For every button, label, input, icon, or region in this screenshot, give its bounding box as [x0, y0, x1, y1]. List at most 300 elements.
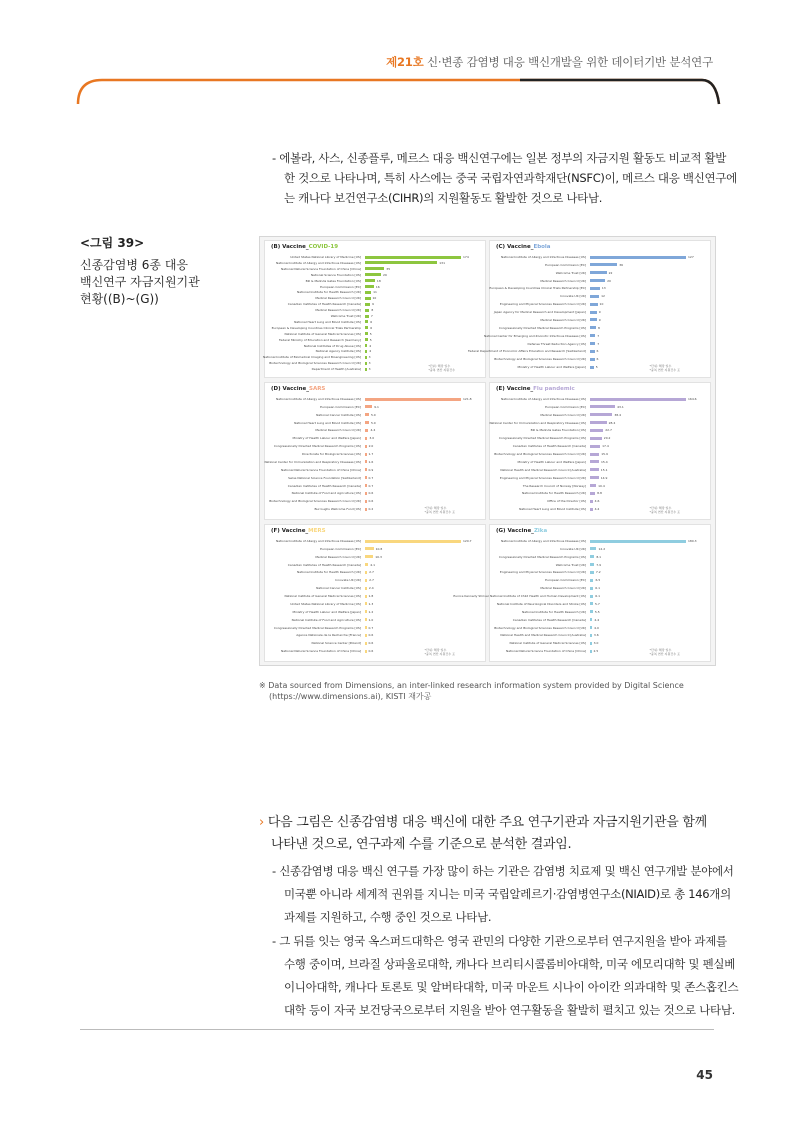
data-bar [590, 508, 593, 511]
panel-note-line: *단위: 해당 일수 [649, 364, 672, 368]
row-label: National Heart Lung and Blood Institute [US] [519, 507, 586, 512]
data-bar [365, 634, 367, 637]
source-line: ※ Data sourced from Dimensions, an inter-linked research information system provided by Digital Science [259, 681, 684, 690]
source-note [259, 680, 684, 702]
row-label: Congressionally Directed Medical Research Programs [US] [498, 436, 586, 441]
panel-title [271, 244, 338, 250]
data-bar [590, 413, 612, 416]
data-bar [365, 413, 369, 416]
panel-note [650, 364, 680, 372]
row-value: 5 [595, 365, 598, 370]
intro-line: 는 캐나다 보건연구소(CIHR)의 지원활동도 활발한 것으로 나타남. [284, 191, 603, 205]
row-label: National Institute of Neurological Disorders and Stroke [US] [496, 601, 586, 606]
panel-title [271, 386, 325, 392]
row-label: Innovate UK [UK] [335, 578, 361, 583]
row-value: 5 [369, 337, 372, 342]
row-label: National Cancer Institute [US] [316, 412, 361, 417]
data-bar [365, 595, 367, 598]
arrow-icon: › [259, 815, 264, 830]
row-label: Medical Research Council [UK] [315, 308, 361, 313]
panel-title-disease: Flu pandemic [533, 386, 575, 392]
panel-note-line: *중복 연산 지원건수 포 [649, 652, 680, 656]
data-bar [590, 626, 592, 629]
row-label: Agence Nationale de la Recherche [France] [296, 633, 361, 638]
data-bar [590, 453, 599, 456]
data-bar [365, 453, 367, 456]
row-value: 43.1 [617, 404, 624, 409]
data-bar [590, 358, 595, 361]
row-label: Engineering and Physical Sciences Research Council [UK] [499, 475, 586, 480]
row-label: National Heart Lung and Blood Institute [US] [294, 319, 361, 324]
row-value: 2.7 [369, 578, 374, 583]
row-label: National Heart Lung and Blood Institute [US] [294, 420, 361, 425]
issue-number: 제21호 [386, 55, 424, 69]
row-value: 6 [596, 357, 599, 362]
row-label: Eunice Kennedy Shriver National Institute of Child Health and Human Development [US] [453, 594, 586, 599]
row-label: Medical Research Council [UK] [540, 586, 586, 591]
panel-title-prefix: (B) Vaccine_ [271, 244, 309, 250]
summary-bullet-2 [272, 930, 738, 1022]
row-value: 14.9 [600, 475, 608, 480]
row-value: 6 [370, 325, 373, 330]
row-value: 127 [688, 255, 694, 259]
row-value: 2.4 [368, 586, 374, 591]
row-label: Congressionally Directed Medical Research Programs [US] [498, 554, 586, 559]
row-value: 0.2 [368, 507, 374, 512]
data-bar [590, 342, 595, 345]
row-value: 8 [598, 325, 600, 330]
data-bar [590, 460, 599, 463]
panel-note-line: *단위: 해당 일수 [424, 648, 447, 652]
data-bar [365, 350, 367, 353]
row-value: 7.9 [596, 562, 601, 567]
row-value: 4.4 [594, 617, 600, 622]
data-bar [365, 326, 368, 329]
data-bar [365, 362, 367, 365]
data-bar [590, 350, 595, 353]
panel-title-disease: COVID-19 [308, 244, 339, 250]
data-bar [365, 460, 367, 463]
source-line: (https://www.dimensions.ai), KISTI 재가공 [269, 692, 432, 701]
data-bar [365, 642, 367, 645]
panel-note-line: *중복 연산 지원건수 포 [424, 510, 455, 514]
data-bar [365, 261, 437, 264]
row-label: Ministry of Health Labour and Welfare [Japan] [292, 436, 361, 441]
row-label: Burroughs Wellcome Fund [US] [314, 507, 361, 512]
data-bar [590, 555, 594, 558]
row-value: 7 [597, 333, 600, 338]
row-value: 10 [372, 296, 377, 301]
row-label: Canadian Institutes of Health Research [Canada] [512, 617, 586, 622]
row-label: National Institute of Allergy and Infectious Diseases [US] [500, 255, 586, 259]
row-value: 38.4 [614, 412, 622, 417]
row-value: 1.8 [368, 594, 374, 599]
row-label: Federal Department of Economic Affairs Education and Research [Switzerland] [467, 349, 586, 354]
funding-figure [259, 236, 716, 666]
row-value: 0.6 [368, 649, 374, 654]
data-bar [365, 555, 373, 558]
row-value: 1.3 [368, 601, 374, 606]
row-label: European Commission [EC] [320, 404, 361, 409]
data-bar [590, 311, 597, 314]
data-bar [365, 500, 367, 503]
row-label: National Institutes of Drug Abuse [US] [303, 343, 361, 348]
row-label: Medical Research Council [UK] [315, 428, 361, 433]
data-bar [365, 421, 369, 424]
data-bar [365, 508, 367, 511]
row-value: 4.4 [370, 428, 376, 433]
data-bar [365, 368, 367, 371]
panel-note-line: *단위: 해당 일수 [428, 364, 451, 368]
data-bar [590, 303, 598, 306]
row-value: 5.7 [595, 601, 600, 606]
row-value: 7.2 [595, 570, 601, 575]
data-bar [590, 437, 602, 440]
row-value: 4 [369, 343, 372, 348]
data-bar [590, 547, 596, 550]
row-label: Biotechnology and Biological Sciences Research Council [UK] [269, 361, 361, 366]
row-label: National Institute of Allergy and Infectious Diseases [US] [500, 397, 586, 401]
row-value: 1.6 [368, 459, 374, 464]
row-label: Ministry of Health Labour and Welfare [Japan] [517, 365, 586, 370]
row-label: National Institute for Health Research [UK] [522, 609, 586, 614]
data-bar [590, 405, 615, 408]
data-bar [365, 256, 461, 259]
row-value: 16 [375, 284, 380, 289]
intro-line: - 에볼라, 사스, 신종플루, 메르스 대응 백신연구에는 일본 정부의 자금지원 활동도 비교적 활발 [272, 151, 727, 165]
data-bar [590, 256, 686, 259]
row-label: Bill & Melinda Gates Foundation [US] [530, 428, 586, 433]
row-label: National Natural Science Foundation of China [China] [280, 649, 361, 654]
data-bar [590, 484, 596, 487]
row-label: National Institute of Allergy and Infectious Diseases [US] [275, 260, 361, 265]
data-bar [365, 563, 368, 566]
row-label: National Science Center [Poland] [311, 641, 361, 646]
row-value: 5.0 [370, 412, 376, 417]
row-value: 22 [608, 270, 613, 275]
row-value: 0.6 [368, 491, 374, 496]
row-value: 20 [607, 278, 611, 283]
row-label: National Institute of General Medical Sciences [US] [509, 641, 586, 646]
data-bar [590, 295, 599, 298]
panel-note-line: *단위: 해당 일수 [649, 648, 672, 652]
data-bar [365, 618, 367, 621]
row-label: Innovate UK [UK] [560, 294, 586, 299]
data-bar [365, 320, 368, 323]
row-value: 11 [373, 290, 377, 295]
bullet-line: 이니아대학, 캐나다 토론토 및 알버타대학, 미국 마운트 시나이 아이칸 의과대학 및 존스홉킨스 [284, 980, 739, 994]
row-label: European Commission [EC] [545, 262, 586, 267]
bullet-line: 미국뿐 아니라 세계적 권위를 지니는 미국 국립알레르기·감염병연구소(NIAID)로 총 146개의 [284, 887, 731, 901]
data-bar [365, 468, 367, 471]
data-bar [590, 287, 600, 290]
panel-title-prefix: (F) Vaccine_ [271, 528, 309, 534]
row-label: National Center for Emerging and Zoonotic Infectious Diseases [US] [484, 333, 586, 338]
row-label: Bill & Melinda Gates Foundation [US] [305, 278, 361, 283]
row-value: 5.0 [370, 420, 376, 425]
row-value: 6.1 [595, 594, 601, 599]
bullet-line: 수행 중이며, 브라질 상파울로대학, 캐나다 브리티시콜롬비아대학, 미국 에모리대학 및 펜실베 [284, 957, 736, 971]
panel-title [271, 528, 326, 534]
row-value: 17.4 [602, 444, 609, 449]
row-value: 10.4 [598, 483, 605, 488]
row-label: Canadian Institutes of Health Research [Canada] [512, 444, 586, 449]
data-bar [590, 500, 593, 503]
row-value: 6 [596, 349, 599, 354]
figure-number: <그림 39> [80, 236, 145, 250]
chart-panel-e [489, 382, 711, 520]
chart-panel-b [264, 240, 486, 378]
row-value: 121.8 [463, 397, 472, 401]
row-value: 18 [376, 278, 381, 283]
panel-note-line: *중복 연산 지원건수 포 [649, 510, 680, 514]
summary-heading [259, 812, 707, 856]
row-value: 0.6 [368, 499, 374, 504]
row-value: 1.2 [368, 609, 374, 614]
row-value: 0.7 [368, 625, 374, 630]
row-label: Canadian Institutes of Health Research [Canada] [287, 562, 361, 567]
row-label: Congressionally Directed Medical Research Programs [US] [273, 625, 361, 630]
row-label: National Institute for Health Research [UK] [522, 491, 586, 496]
panel-note [425, 506, 455, 514]
row-value: 0.9 [368, 467, 374, 472]
row-value: 12 [601, 294, 605, 299]
row-label: Congressionally Directed Medical Research Programs [US] [498, 325, 586, 330]
row-label: National Natural Science Foundation of China [China] [280, 467, 361, 472]
summary-heading-line: 나타낸 것으로, 연구과제 수를 기준으로 분석한 결과임. [271, 837, 572, 852]
panel-title-disease: MERS [308, 528, 326, 534]
data-bar [590, 445, 600, 448]
row-label: National Health and Medical Research Council [Australia] [500, 467, 586, 472]
data-bar [365, 650, 367, 653]
chart-panel-f [264, 524, 486, 662]
row-value: 10.8 [375, 546, 383, 551]
row-value: 35 [386, 266, 391, 271]
data-bar [365, 484, 367, 487]
data-bar [365, 267, 384, 270]
row-value: 6.1 [595, 586, 601, 591]
row-value: 120.7 [463, 539, 472, 543]
data-bar [365, 338, 368, 341]
row-label: Office of the Director [US] [547, 499, 586, 504]
row-label: National Institute of Allergy and Infectious Diseases [US] [275, 397, 361, 401]
row-label: National Institute for Health Research [UK] [297, 290, 361, 295]
data-bar [590, 476, 599, 479]
row-label: Canadian Institutes of Health Research [Canada] [287, 483, 361, 488]
summary-heading-line: 다음 그림은 신종감염병 대응 백신에 대한 주요 연구기관과 자금지원기관을 함께 [267, 815, 707, 830]
panel-title-prefix: (C) Vaccine_ [496, 244, 534, 250]
data-bar [365, 571, 367, 574]
data-bar [590, 610, 593, 613]
row-value: 174 [463, 255, 469, 259]
row-value: 3 [368, 367, 371, 372]
row-label: National Institute of Allergy and Infectious Diseases [US] [275, 539, 361, 543]
row-label: Innovate UK [UK] [560, 546, 586, 551]
data-bar [365, 273, 381, 276]
row-label: Engineering and Physical Sciences Research Council [UK] [499, 302, 586, 307]
data-bar [365, 398, 461, 401]
data-bar [590, 326, 596, 329]
series-title: 신·변종 감염병 대응 백신개발을 위한 데이터기반 분석연구 [426, 55, 713, 69]
row-label: Federal Ministry of Education and Research [Germany] [278, 337, 361, 342]
row-value: 22.7 [605, 428, 612, 433]
row-value: 131 [439, 260, 445, 265]
row-value: 0.7 [368, 475, 374, 480]
data-bar [590, 263, 617, 266]
row-label: Biotechnology and Biological Sciences Research Council [UK] [269, 499, 361, 504]
data-bar [365, 492, 367, 495]
header-rule [0, 0, 793, 110]
panel-note-line: *단위: 해당 일수 [649, 506, 672, 510]
row-label: National Center for Immunization and Respiratory Diseases [US] [489, 420, 586, 425]
data-bar [590, 602, 593, 605]
row-label: European Commission [EC] [320, 284, 361, 289]
bullet-line: 대학 등이 자국 보건당국으로부터 지원을 받아 연구활동을 활발히 펼치고 있는 것으로 나타남. [284, 1003, 736, 1017]
row-label: Canadian Institutes of Health Research [Canada] [287, 302, 361, 307]
row-label: Biotechnology and Biological Sciences Research Council [UK] [494, 625, 586, 630]
row-value: 6 [370, 319, 373, 324]
panel-title [496, 528, 547, 534]
row-label: Medical Research Council [UK] [315, 296, 361, 301]
data-bar [365, 315, 369, 318]
data-bar [590, 421, 607, 424]
row-value: 3 [368, 355, 371, 360]
panel-note [650, 648, 680, 656]
row-label: National Health and Medical Research Council [Australia] [500, 633, 586, 638]
data-bar [365, 602, 367, 605]
row-value: 4 [369, 349, 372, 354]
row-value: 12.2 [598, 546, 606, 551]
row-label: Directorate for Biological Sciences [US] [302, 452, 361, 457]
row-value: 0.6 [368, 641, 374, 646]
data-bar [590, 571, 594, 574]
data-bar [365, 445, 367, 448]
data-bar [590, 366, 594, 369]
data-bar [365, 429, 368, 432]
row-value: 4.6 [594, 499, 600, 504]
row-value: 9 [598, 317, 601, 322]
panel-title-prefix: (D) Vaccine_ [271, 386, 309, 392]
row-label: European & Developing Countries Clinical Trials Partnership [271, 325, 361, 330]
row-label: Wellcome Trust [UK] [555, 270, 586, 275]
data-bar [590, 579, 593, 582]
data-bar [590, 618, 592, 621]
row-value: 8.8 [597, 491, 602, 496]
row-label: National Institute of Biomedical Imaging and Bioengineering [US] [262, 355, 361, 360]
row-label: Ministry of Health Labour and Welfare [Japan] [292, 609, 361, 614]
data-bar [365, 547, 374, 550]
data-bar [590, 634, 592, 637]
row-label: National Science Foundation [US] [310, 272, 361, 277]
data-bar [590, 334, 595, 337]
row-value: 9 [371, 302, 374, 307]
panel-title [496, 244, 551, 250]
panel-title-disease: Zika [533, 528, 548, 534]
data-bar [590, 279, 605, 282]
row-value: 20.2 [603, 436, 611, 441]
row-label: Wellcome Trust [UK] [330, 314, 361, 318]
panel-note-line: *중복 연산 지원건수 포 [424, 652, 455, 656]
page-number: 45 [696, 1068, 713, 1082]
panel-note-line: *중복 연산 지원건수 포 [649, 368, 680, 372]
row-label: Swiss National Science Foundation [Switzerland] [288, 475, 361, 480]
panel-title-disease: Ebola [533, 244, 551, 250]
data-bar [365, 279, 375, 282]
data-bar [365, 610, 367, 613]
data-bar [365, 303, 370, 306]
row-label: Ministry of Health Labour and Welfare [Japan] [517, 459, 586, 464]
data-bar [590, 540, 686, 543]
row-value: 180.3 [688, 539, 697, 543]
row-value: 4.0 [594, 625, 599, 630]
data-bar [365, 437, 367, 440]
row-value: 7 [597, 341, 600, 346]
data-bar [365, 626, 367, 629]
row-label: United States National Library of Medicine [US] [290, 601, 361, 606]
row-value: 1.7 [368, 452, 374, 457]
panel-title [496, 386, 575, 392]
bullet-line: - 신종감염병 대응 백신 연구를 가장 많이 하는 기관은 감염병 치료제 및 백신 연구개발 분야에서 [272, 864, 734, 878]
row-value: 0.6 [368, 633, 374, 638]
panel-title-disease: SARS [308, 386, 326, 392]
figure-caption-line: 신종감염병 6종 대응 [80, 258, 189, 272]
row-label: National Institute of Allergy and Infectious Diseases [US] [500, 539, 586, 543]
row-label: National Institute of General Medical Sciences [US] [284, 594, 361, 599]
row-label: The Research Council of Norway [Norway] [522, 483, 586, 488]
row-label: National Cancer Institute [US] [316, 586, 361, 591]
row-value: 0.7 [368, 483, 374, 488]
row-value: 6.5 [595, 578, 601, 583]
figure-caption-line: 백신연구 자금지원기관 [80, 275, 200, 289]
row-value: 13 [601, 286, 606, 291]
data-bar [365, 476, 367, 479]
bullet-line: 과제를 지원하고, 수행 중인 것으로 나타남. [284, 910, 492, 924]
row-value: 28.4 [608, 420, 616, 425]
row-value: 3.0 [369, 436, 375, 441]
data-bar [590, 492, 595, 495]
data-bar [365, 332, 368, 335]
row-label: European Commission [EC] [320, 546, 361, 551]
row-value: 8 [371, 308, 374, 313]
row-label: Engineering and Physical Sciences Research Council [UK] [499, 570, 586, 575]
data-bar [365, 285, 374, 288]
row-value: 4.4 [594, 507, 600, 512]
row-label: Biotechnology and Biological Sciences Research Council [UK] [494, 452, 586, 457]
row-label: National Center for Immunization and Respiratory Diseases [US] [264, 459, 361, 464]
data-bar [365, 291, 371, 294]
data-bar [590, 595, 593, 598]
data-bar [365, 579, 367, 582]
data-bar [365, 297, 371, 300]
row-value: 9 [598, 310, 601, 315]
row-label: Medical Research Council [UK] [315, 554, 361, 559]
row-label: Wellcome Trust [UK] [555, 562, 586, 567]
data-bar [365, 356, 367, 359]
row-label: Medical Research Council [UK] [540, 412, 586, 417]
data-bar [365, 405, 372, 408]
row-label: National Institute of Food and Agriculture [US] [291, 491, 361, 496]
row-value: 36 [619, 262, 624, 267]
figure-caption-line: 현황((B)~(G)) [80, 292, 159, 306]
row-label: National Natural Science Foundation of China [China] [505, 649, 586, 654]
row-value: 15.4 [600, 459, 608, 464]
data-bar [590, 318, 597, 321]
panel-note [650, 506, 680, 514]
row-value: 3.0 [593, 641, 599, 646]
row-value: 8.1 [596, 554, 602, 559]
data-bar [365, 309, 369, 312]
row-value: 15.1 [600, 467, 608, 472]
